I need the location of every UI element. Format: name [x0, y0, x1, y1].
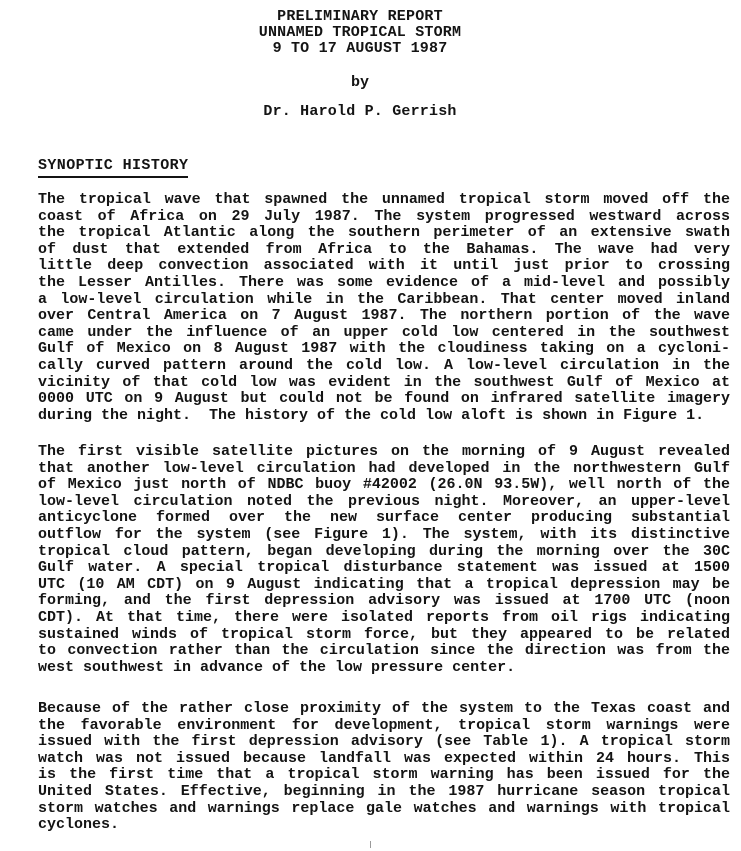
- paragraph-synoptic-3: [38, 701, 730, 834]
- text-line: issued with the first depression advisory (see Table 1). A tropical storm: [38, 733, 730, 751]
- report-title-line-2: UNNAMED TROPICAL STORM: [258, 24, 462, 41]
- text-line: 0000 UTC on 9 August but could not be found on infrared satellite imagery: [38, 390, 730, 408]
- text-line: a low-level circulation while in the Caribbean. That center moved inland: [38, 290, 730, 308]
- report-title-block: [38, 9, 682, 57]
- byline: by: [350, 74, 369, 91]
- text-line: cally curved pattern around the cold low. A low-level circulation in the: [38, 356, 730, 374]
- text-line: tropical cloud pattern, began developing during the morning over the 30C: [38, 542, 730, 560]
- section-heading-synoptic-history: [38, 158, 188, 178]
- text-line: the Lesser Antilles. There was some evidence of a mid-level and possibly: [38, 273, 730, 291]
- text-line: coast of Africa on 29 July 1987. The system progressed westward across: [38, 207, 730, 225]
- report-title-line-3: 9 TO 17 AUGUST 1987: [272, 40, 448, 57]
- text-line: little deep convection associated with it until just prior to crossing: [38, 257, 730, 275]
- author-name: Dr. Harold P. Gerrish: [263, 103, 457, 120]
- text-line: sustained winds of tropical storm force, but they appeared to be related: [38, 625, 730, 643]
- text-line: United States. Effective, beginning in the 1987 hurricane season tropical: [38, 782, 730, 800]
- text-line: the tropical Atlantic along the southern perimeter of an extensive swath: [38, 224, 730, 242]
- scan-artifact-mark: [370, 841, 371, 848]
- report-title-line-1: PRELIMINARY REPORT: [277, 8, 443, 25]
- text-line: low-level circulation noted the previous night. Moreover, an upper-level: [38, 492, 730, 510]
- section-heading-text: SYNOPTIC HISTORY: [38, 158, 188, 178]
- text-line: watch was not issued because landfall was expected within 24 hours. This: [38, 749, 730, 767]
- text-line: outflow for the system (see Figure 1). The system, with its distinctive: [38, 525, 730, 543]
- text-line: The tropical wave that spawned the unnamed tropical storm moved off the: [38, 191, 730, 208]
- text-line: came under the influence of an upper cold low centered in the southwest: [38, 323, 730, 341]
- paragraph-synoptic-2: [38, 444, 730, 676]
- text-line: during the night. The history of the cold low aloft is shown in Figure 1.: [38, 406, 705, 424]
- text-line: cyclones.: [38, 816, 120, 834]
- text-line: over Central America on 7 August 1987. The northern portion of the wave: [38, 307, 730, 325]
- text-line: anticyclone formed over the new surface center producing substantial: [38, 509, 730, 527]
- text-line: Gulf of Mexico on 8 August 1987 with the cloudiness taking on a cycloni-: [38, 340, 730, 358]
- text-line: west southwest in advance of the low pressure center.: [38, 658, 516, 676]
- text-line: storm watches and warnings replace gale watches and warnings with tropical: [38, 799, 730, 817]
- text-line: of dust that extended from Africa to the Bahamas. The wave had very: [38, 240, 730, 258]
- paragraph-synoptic-1: [38, 192, 730, 424]
- text-line: CDT). At that time, there were isolated reports from oil rigs indicating: [38, 608, 730, 626]
- text-line: Because of the rather close proximity of the system to the Texas coast and: [38, 700, 730, 717]
- text-line: that another low-level circulation had developed in the northwestern Gulf: [38, 459, 730, 477]
- text-line: Gulf water. A special tropical disturbance statement was issued at 1500: [38, 559, 730, 577]
- text-line: The first visible satellite pictures on the morning of 9 August revealed: [38, 443, 730, 460]
- text-line: is the first time that a tropical storm warning has been issued for the: [38, 766, 730, 784]
- text-line: of Mexico just north of NDBC buoy #42002 (26.0N 93.5W), well north of the: [38, 476, 730, 494]
- text-line: vicinity of that cold low was evident in the southwest Gulf of Mexico at: [38, 373, 730, 391]
- text-line: to convection rather than the circulation since the direction was from the: [38, 642, 730, 660]
- text-line: forming, and the first depression advisory was issued at 1700 UTC (noon: [38, 592, 730, 610]
- text-line: the favorable environment for development, tropical storm warnings were: [38, 716, 730, 734]
- text-line: UTC (10 AM CDT) on 9 August indicating that a tropical depression may be: [38, 575, 730, 593]
